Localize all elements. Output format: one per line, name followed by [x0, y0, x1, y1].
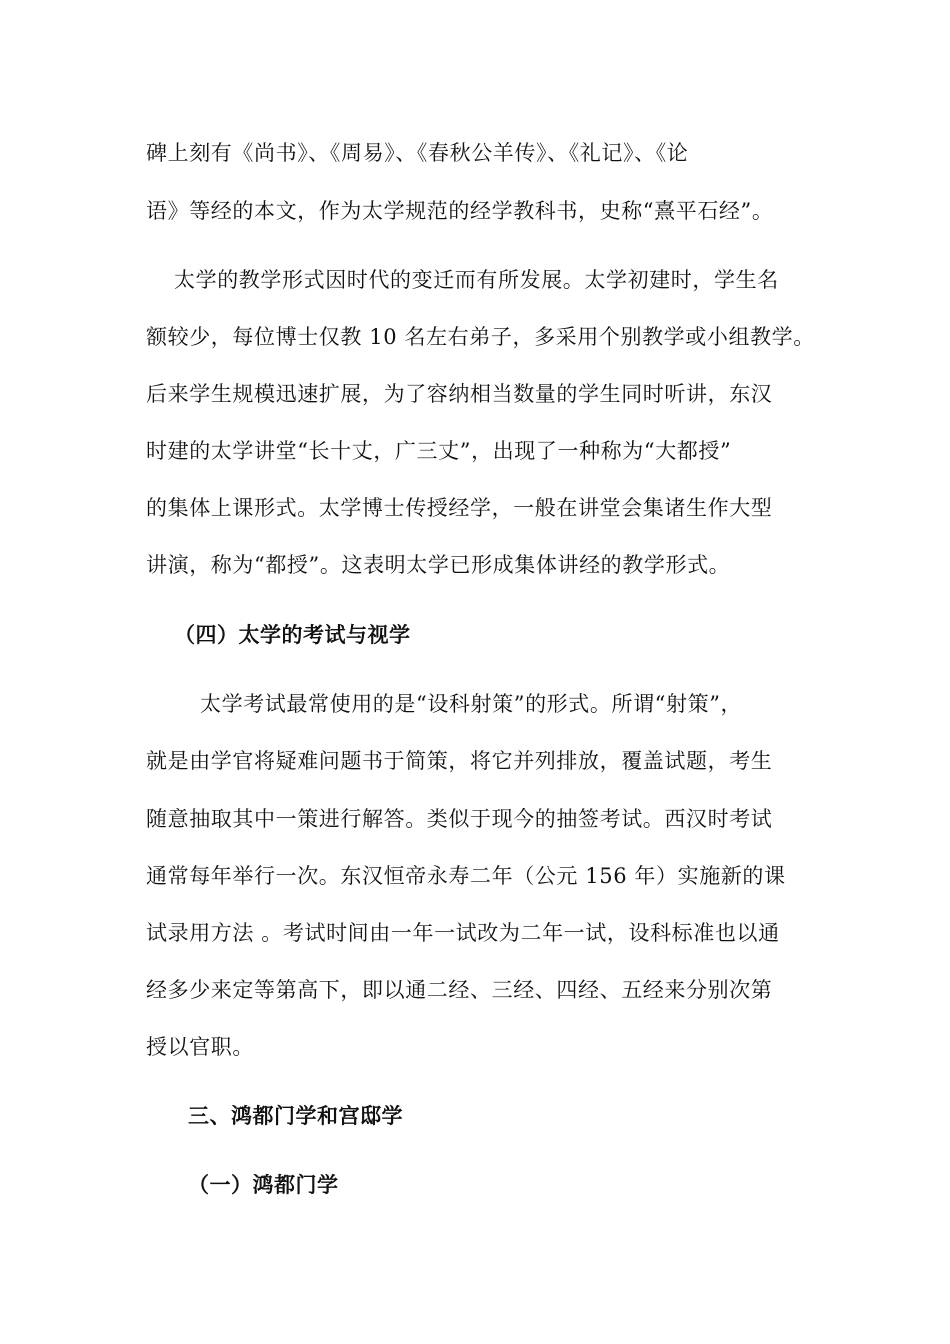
paragraph-2-line-6: 讲演，称为“都授”。这表明太学已形成集体讲经的教学形式。	[146, 553, 731, 577]
paragraph-3-line-4: 通常每年举行一次。东汉恒帝永寿二年（公元 156 年）实施新的课	[146, 864, 786, 888]
paragraph-3-line-7: 授以官职。	[146, 1035, 254, 1059]
paragraph-3-line-3: 随意抽取其中一策进行解答。类似于现今的抽签考试。西汉时考试	[146, 807, 773, 831]
paragraph-2-line-5: 的集体上课形式。太学博士传授经学，一般在讲堂会集诸生作大型	[146, 496, 773, 520]
paragraph-2-line-2: 额较少，每位博士仅教 10 名左右弟子，多采用个别教学或小组教学。	[146, 325, 815, 349]
paragraph-3-line-2: 就是由学官将疑难问题书于简策，将它并列排放，覆盖试题，考生	[146, 749, 773, 773]
paragraph-1-line-2: 语》等经的本文，作为太学规范的经学教科书，史称“熹平石经”。	[146, 199, 774, 223]
paragraph-3-line-5: 试录用方法 。考试时间由一年一试改为二年一试，设科标准也以通	[146, 921, 780, 945]
section-three-heading: 三、鸿都门学和宫邸学	[188, 1104, 403, 1128]
section-heading-four: （四）太学的考试与视学	[174, 623, 411, 647]
paragraph-3-line-1: 太学考试最常使用的是“设科射策”的形式。所谓“射策”，	[200, 692, 743, 716]
paragraph-2-line-4: 时建的太学讲堂“长十丈，广三丈”，出现了一种称为“大都授”	[146, 439, 732, 463]
paragraph-2-line-1: 太学的教学形式因时代的变迁而有所发展。太学初建时，学生名	[174, 268, 779, 292]
paragraph-3-line-6: 经多少来定等第高下，即以通二经、三经、四经、五经来分别次第	[146, 978, 773, 1002]
paragraph-2-line-3: 后来学生规模迅速扩展，为了容纳相当数量的学生同时听讲，东汉	[146, 382, 773, 406]
subsection-one-heading: （一）鸿都门学	[188, 1173, 339, 1197]
paragraph-1-line-1: 碑上刻有《尚书》、《周易》、《春秋公羊传》、《礼记》、《论	[146, 141, 689, 165]
